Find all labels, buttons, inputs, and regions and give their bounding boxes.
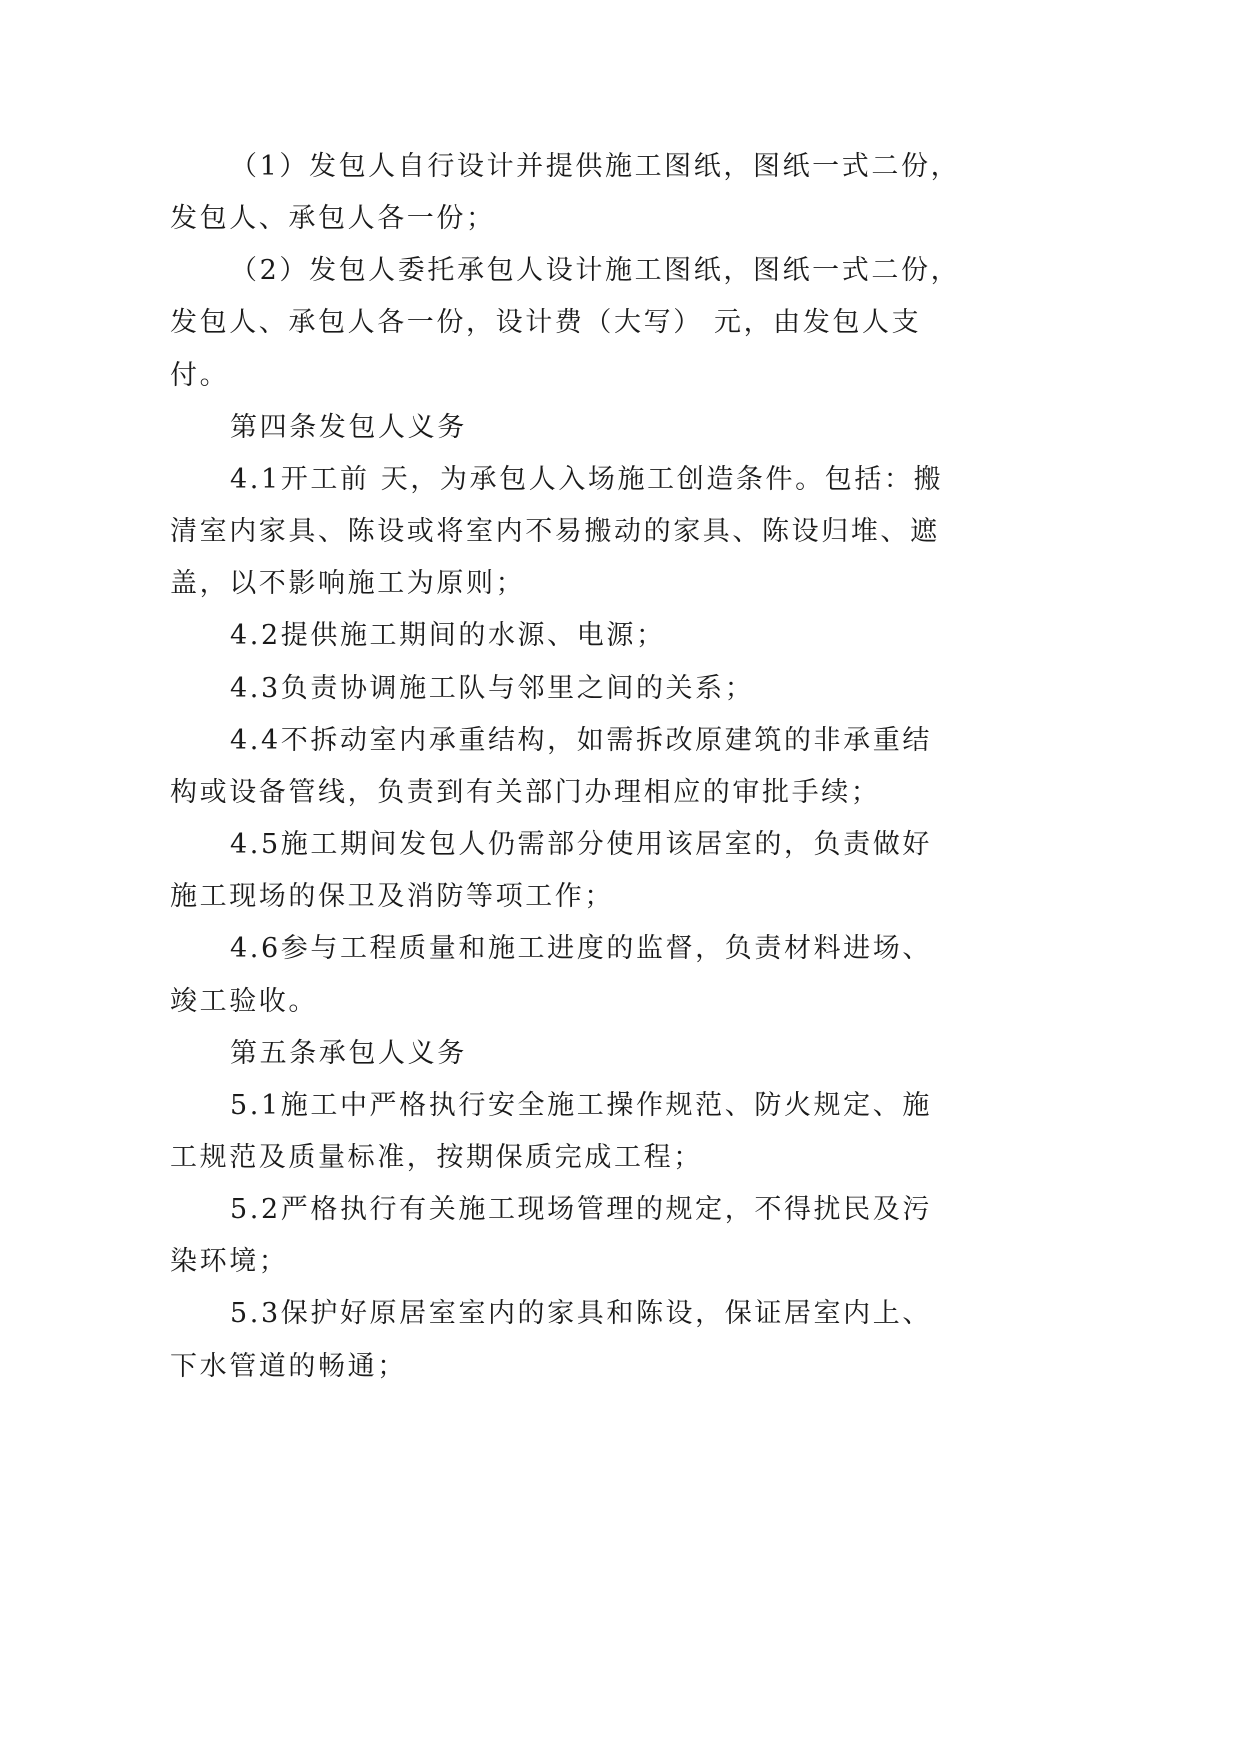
paragraph-line: 付。 xyxy=(170,359,230,391)
paragraph-line: 施工现场的保卫及消防等项工作； xyxy=(170,881,614,913)
paragraph-line: 5.3保护好原居室室内的家具和陈设，保证居室内上、 xyxy=(230,1298,932,1330)
paragraph-line: 4.3负责协调施工队与邻里之间的关系； xyxy=(230,672,755,704)
clause-5-1 xyxy=(170,1080,1170,1184)
paragraph-line: 盖，以不影响施工为原则； xyxy=(170,568,526,600)
clause-5-2 xyxy=(170,1184,1170,1288)
paragraph-line: 4.5施工期间发包人仍需部分使用该居室的，负责做好 xyxy=(230,829,932,861)
clause-4-1 xyxy=(170,454,1170,610)
clause-4-6 xyxy=(170,923,1170,1027)
paragraph-line: 5.1施工中严格执行安全施工操作规范、防火规定、施 xyxy=(230,1089,932,1121)
section-heading-article-4 xyxy=(170,402,1170,454)
clause-4-2 xyxy=(170,610,1170,662)
paragraph-line: 工规范及质量标准，按期保质完成工程； xyxy=(170,1141,703,1173)
paragraph-line: 发包人、承包人各一份； xyxy=(170,203,496,235)
clause-4-3 xyxy=(170,663,1170,715)
paragraph-line: （1）发包人自行设计并提供施工图纸，图纸一式二份， xyxy=(230,151,961,182)
paragraph-line: 构或设备管线，负责到有关部门办理相应的审批手续； xyxy=(170,776,881,808)
paragraph-line: 4.4不拆动室内承重结构，如需拆改原建筑的非承重结 xyxy=(230,724,932,756)
paragraph-line: 下水管道的畅通； xyxy=(170,1350,407,1382)
paragraph-line: 发包人、承包人各一份，设计费（大写） 元，由发包人支 xyxy=(170,307,922,339)
section-heading-article-5 xyxy=(170,1028,1170,1080)
clause-4-5 xyxy=(170,819,1170,923)
paragraph-line: 4.2提供施工期间的水源、电源； xyxy=(230,620,666,652)
paragraph-design-by-employer xyxy=(170,141,1170,245)
section-heading: 第五条承包人义务 xyxy=(230,1037,467,1069)
paragraph-line: 4.6参与工程质量和施工进度的监督，负责材料进场、 xyxy=(230,933,932,965)
paragraph-line: （2）发包人委托承包人设计施工图纸，图纸一式二份， xyxy=(230,255,961,287)
clause-4-4 xyxy=(170,715,1170,819)
document-body xyxy=(170,141,1170,1393)
paragraph-line: 清室内家具、陈设或将室内不易搬动的家具、陈设归堆、遮 xyxy=(170,516,940,548)
paragraph-design-by-contractor xyxy=(170,245,1170,401)
clause-5-3 xyxy=(170,1288,1170,1392)
paragraph-line: 4.1开工前 天，为承包人入场施工创造条件。包括：搬 xyxy=(230,463,944,495)
paragraph-line: 染环境； xyxy=(170,1246,289,1278)
paragraph-line: 竣工验收。 xyxy=(170,985,318,1017)
paragraph-line: 5.2严格执行有关施工现场管理的规定，不得扰民及污 xyxy=(230,1194,932,1226)
section-heading: 第四条发包人义务 xyxy=(230,411,467,443)
